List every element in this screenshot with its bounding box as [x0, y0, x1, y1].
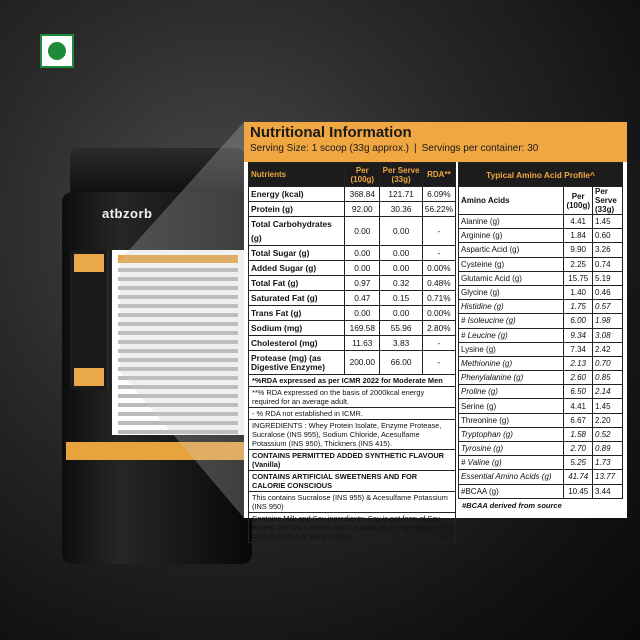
- nutrient-name: Saturated Fat (g): [249, 291, 345, 306]
- nutrient-row: [249, 336, 456, 351]
- amino-perserve: 3.44: [593, 484, 623, 498]
- nutrient-per100: 169.58: [345, 321, 380, 336]
- amino-name: Lysine (g): [459, 342, 564, 356]
- amino-row: [459, 427, 623, 441]
- note-rda-not-established: - % RDA not established in ICMR.: [248, 408, 456, 420]
- amino-per100: 7.34: [564, 342, 593, 356]
- nutrient-name: Trans Fat (g): [249, 306, 345, 321]
- nutrient-row: [249, 217, 456, 246]
- nutrition-panel: [244, 122, 627, 541]
- serving-info: Serving Size: 1 scoop (33g approx.) | Servings per container: 30: [250, 143, 539, 154]
- nutrient-rda: -: [422, 246, 455, 261]
- amino-per100: 1.75: [564, 300, 593, 314]
- sucralose-note: This contains Sucralose (INS 955) & Acesulfame Potassium (INS 950): [248, 492, 456, 513]
- amino-row: [459, 215, 623, 229]
- amino-perserve: 0.89: [593, 442, 623, 456]
- nutrients-table: [248, 162, 456, 375]
- amino-row: [459, 271, 623, 285]
- amino-per100: 2.70: [564, 442, 593, 456]
- ingredients-text: INGREDIENTS : Whey Protein Isolate, Enzyme Protease, Sucralose (INS 955), Sodium Chloride, Acesulfame Potassium (INS 950), Thickners (INS 415).: [248, 420, 456, 450]
- amino-per100: 2.13: [564, 356, 593, 370]
- servings-per-container: Servings per container: 30: [421, 143, 539, 154]
- amino-perserve: 1.45: [593, 399, 623, 413]
- amino-per100: 4.41: [564, 215, 593, 229]
- note-rda-icmr: *%RDA expressed as per ICMR 2022 for Moderate Men: [248, 375, 456, 387]
- nutrient-perserve: 0.00: [380, 261, 422, 276]
- nutrients-header-row: [249, 163, 456, 187]
- nutrient-perserve: 55.96: [380, 321, 422, 336]
- nutrient-perserve: 3.83: [380, 336, 422, 351]
- amino-name: Cysteine (g): [459, 257, 564, 271]
- col-perserve: Per Serve (33g): [380, 163, 422, 187]
- amino-name: Histidine (g): [459, 300, 564, 314]
- nutrient-per100: 0.00: [345, 306, 380, 321]
- nutrient-row: [249, 351, 456, 375]
- nutrient-per100: 92.00: [345, 202, 380, 217]
- note-rda-2000: **% RDA expressed on the basis of 2000kcal energy required for an average adult.: [248, 387, 456, 408]
- amino-name: Tyrosine (g): [459, 442, 564, 456]
- nutrient-name: Protein (g): [249, 202, 345, 217]
- amino-table: [458, 162, 623, 499]
- amino-header-row: [459, 187, 623, 215]
- nutrient-per100: 11.63: [345, 336, 380, 351]
- nutrient-name: Cholesterol (mg): [249, 336, 345, 351]
- nutrient-per100: 0.00: [345, 217, 380, 246]
- amino-name: Arginine (g): [459, 229, 564, 243]
- amino-per100: 9.90: [564, 243, 593, 257]
- col-rda: RDA**: [422, 163, 455, 187]
- amino-perserve: 0.46: [593, 285, 623, 299]
- amino-per100: 15.75: [564, 271, 593, 285]
- nutrient-perserve: 0.32: [380, 276, 422, 291]
- amino-name: Serine (g): [459, 399, 564, 413]
- nutrient-rda: 2.80%: [422, 321, 455, 336]
- nutrient-perserve: 66.00: [380, 351, 422, 375]
- amino-name: Methionine (g): [459, 356, 564, 370]
- amino-perserve: 1.45: [593, 215, 623, 229]
- amino-perserve: 0.57: [593, 300, 623, 314]
- amino-row: [459, 484, 623, 498]
- amino-name: # Valine (g): [459, 456, 564, 470]
- nutrient-name: Energy (kcal): [249, 187, 345, 202]
- allergen-note: Contains Milk and Soy ingredients: Soy is not form of Soy Protein but Soy Lecithin which is used as an ingredient in the manufacturing of whey protein.: [248, 513, 456, 543]
- amino-row: [459, 229, 623, 243]
- amino-per100: 1.40: [564, 285, 593, 299]
- amino-name: Aspartic Acid (g): [459, 243, 564, 257]
- amino-perserve: 2.14: [593, 385, 623, 399]
- nutrient-rda: -: [422, 217, 455, 246]
- amino-perserve: 0.74: [593, 257, 623, 271]
- nutrient-name: Added Sugar (g): [249, 261, 345, 276]
- amino-perserve: 1.73: [593, 456, 623, 470]
- amino-name: Proline (g): [459, 385, 564, 399]
- amino-name: Alanine (g): [459, 215, 564, 229]
- amino-perserve: 2.20: [593, 413, 623, 427]
- nutrient-per100: 0.00: [345, 246, 380, 261]
- amino-per100: 41.74: [564, 470, 593, 484]
- amino-row: [459, 285, 623, 299]
- nutrient-name: Sodium (mg): [249, 321, 345, 336]
- flavour-note: CONTAINS PERMITTED ADDED SYNTHETIC FLAVOUR (Vanilla): [248, 450, 456, 471]
- amino-per100: 1.58: [564, 427, 593, 441]
- amino-row: [459, 470, 623, 484]
- amino-name: #BCAA (g): [459, 484, 564, 498]
- sweeteners-note: CONTAINS ARTIFICIAL SWEETNERS AND FOR CALORIE CONSCIOUS: [248, 471, 456, 492]
- nutrient-rda: -: [422, 351, 455, 375]
- nutrient-row: [249, 202, 456, 217]
- amino-row: [459, 371, 623, 385]
- nutrient-name: Total Sugar (g): [249, 246, 345, 261]
- amino-per100: 2.25: [564, 257, 593, 271]
- amino-per100: 2.60: [564, 371, 593, 385]
- amino-perserve: 5.19: [593, 271, 623, 285]
- panel-title: Nutritional Information: [250, 124, 412, 141]
- nutrient-rda: 0.48%: [422, 276, 455, 291]
- amino-name: Tryptophan (g): [459, 427, 564, 441]
- amino-per100: 6.50: [564, 385, 593, 399]
- nutrient-row: [249, 276, 456, 291]
- nutrient-row: [249, 321, 456, 336]
- nutrient-rda: 56.22%: [422, 202, 455, 217]
- amino-title: Typical Amino Acid Profile^: [459, 163, 623, 187]
- amino-row: [459, 243, 623, 257]
- col-amino-per100: Per (100g): [564, 187, 593, 215]
- amino-row: [459, 399, 623, 413]
- amino-per100: 6.67: [564, 413, 593, 427]
- panel-header: [244, 122, 627, 162]
- nutrient-perserve: 121.71: [380, 187, 422, 202]
- amino-per100: 4.41: [564, 399, 593, 413]
- amino-perserve: 1.98: [593, 314, 623, 328]
- amino-perserve: 2.42: [593, 342, 623, 356]
- nutrient-name: Protease (mg) (as Digestive Enzyme): [249, 351, 345, 375]
- amino-per100: 10.45: [564, 484, 593, 498]
- nutrient-row: [249, 291, 456, 306]
- col-amino-perserve: Per Serve (33g): [593, 187, 623, 215]
- amino-row: [459, 456, 623, 470]
- nutrient-perserve: 30.36: [380, 202, 422, 217]
- nutrient-row: [249, 187, 456, 202]
- nutrient-rda: 6.09%: [422, 187, 455, 202]
- nutrient-rda: 0.00%: [422, 306, 455, 321]
- col-nutrients: Nutrients: [249, 163, 345, 187]
- nutrient-per100: 0.00: [345, 261, 380, 276]
- amino-name: Glycine (g): [459, 285, 564, 299]
- nutrient-rda: 0.71%: [422, 291, 455, 306]
- amino-perserve: 0.85: [593, 371, 623, 385]
- nutrient-row: [249, 261, 456, 276]
- amino-row: [459, 257, 623, 271]
- nutrient-per100: 200.00: [345, 351, 380, 375]
- nutrient-perserve: 0.15: [380, 291, 422, 306]
- nutrient-name: Total Carbohydrates (g): [249, 217, 345, 246]
- nutrient-per100: 368.84: [345, 187, 380, 202]
- notes-section: [248, 375, 456, 543]
- amino-perserve: 13.77: [593, 470, 623, 484]
- amino-row: [459, 385, 623, 399]
- amino-row: [459, 328, 623, 342]
- nutrient-per100: 0.97: [345, 276, 380, 291]
- amino-perserve: 3.08: [593, 328, 623, 342]
- col-per100: Per (100g): [345, 163, 380, 187]
- amino-row: [459, 342, 623, 356]
- nutrient-perserve: 0.00: [380, 246, 422, 261]
- amino-name: # Isoleucine (g): [459, 314, 564, 328]
- amino-row: [459, 442, 623, 456]
- nutrients-section: [248, 162, 456, 543]
- amino-title-row: [459, 163, 623, 187]
- nutrient-rda: -: [422, 336, 455, 351]
- bcaa-footnote: #BCAA derived from source: [462, 500, 562, 510]
- amino-row: [459, 300, 623, 314]
- serving-size: Serving Size: 1 scoop (33g approx.): [250, 143, 409, 154]
- nutrient-row: [249, 246, 456, 261]
- jar-brand-logo: atbzorb: [102, 206, 153, 221]
- amino-per100: 5.25: [564, 456, 593, 470]
- amino-name: Phenylalanine (g): [459, 371, 564, 385]
- amino-name: Essential Amino Acids (g): [459, 470, 564, 484]
- amino-per100: 1.84: [564, 229, 593, 243]
- amino-row: [459, 356, 623, 370]
- amino-per100: 6.00: [564, 314, 593, 328]
- amino-row: [459, 314, 623, 328]
- amino-perserve: 0.52: [593, 427, 623, 441]
- nutrient-name: Total Fat (g): [249, 276, 345, 291]
- amino-perserve: 0.60: [593, 229, 623, 243]
- nutrient-rda: 0.00%: [422, 261, 455, 276]
- amino-perserve: 0.70: [593, 356, 623, 370]
- amino-row: [459, 413, 623, 427]
- amino-section: [458, 162, 623, 512]
- nutrient-perserve: 0.00: [380, 217, 422, 246]
- amino-name: # Leucine (g): [459, 328, 564, 342]
- nutrient-row: [249, 306, 456, 321]
- nutrient-perserve: 0.00: [380, 306, 422, 321]
- amino-name: Glutamic Acid (g): [459, 271, 564, 285]
- col-amino-name: Amino Acids: [459, 187, 564, 215]
- amino-perserve: 3.26: [593, 243, 623, 257]
- amino-per100: 9.34: [564, 328, 593, 342]
- nutrient-per100: 0.47: [345, 291, 380, 306]
- amino-name: Threonine (g): [459, 413, 564, 427]
